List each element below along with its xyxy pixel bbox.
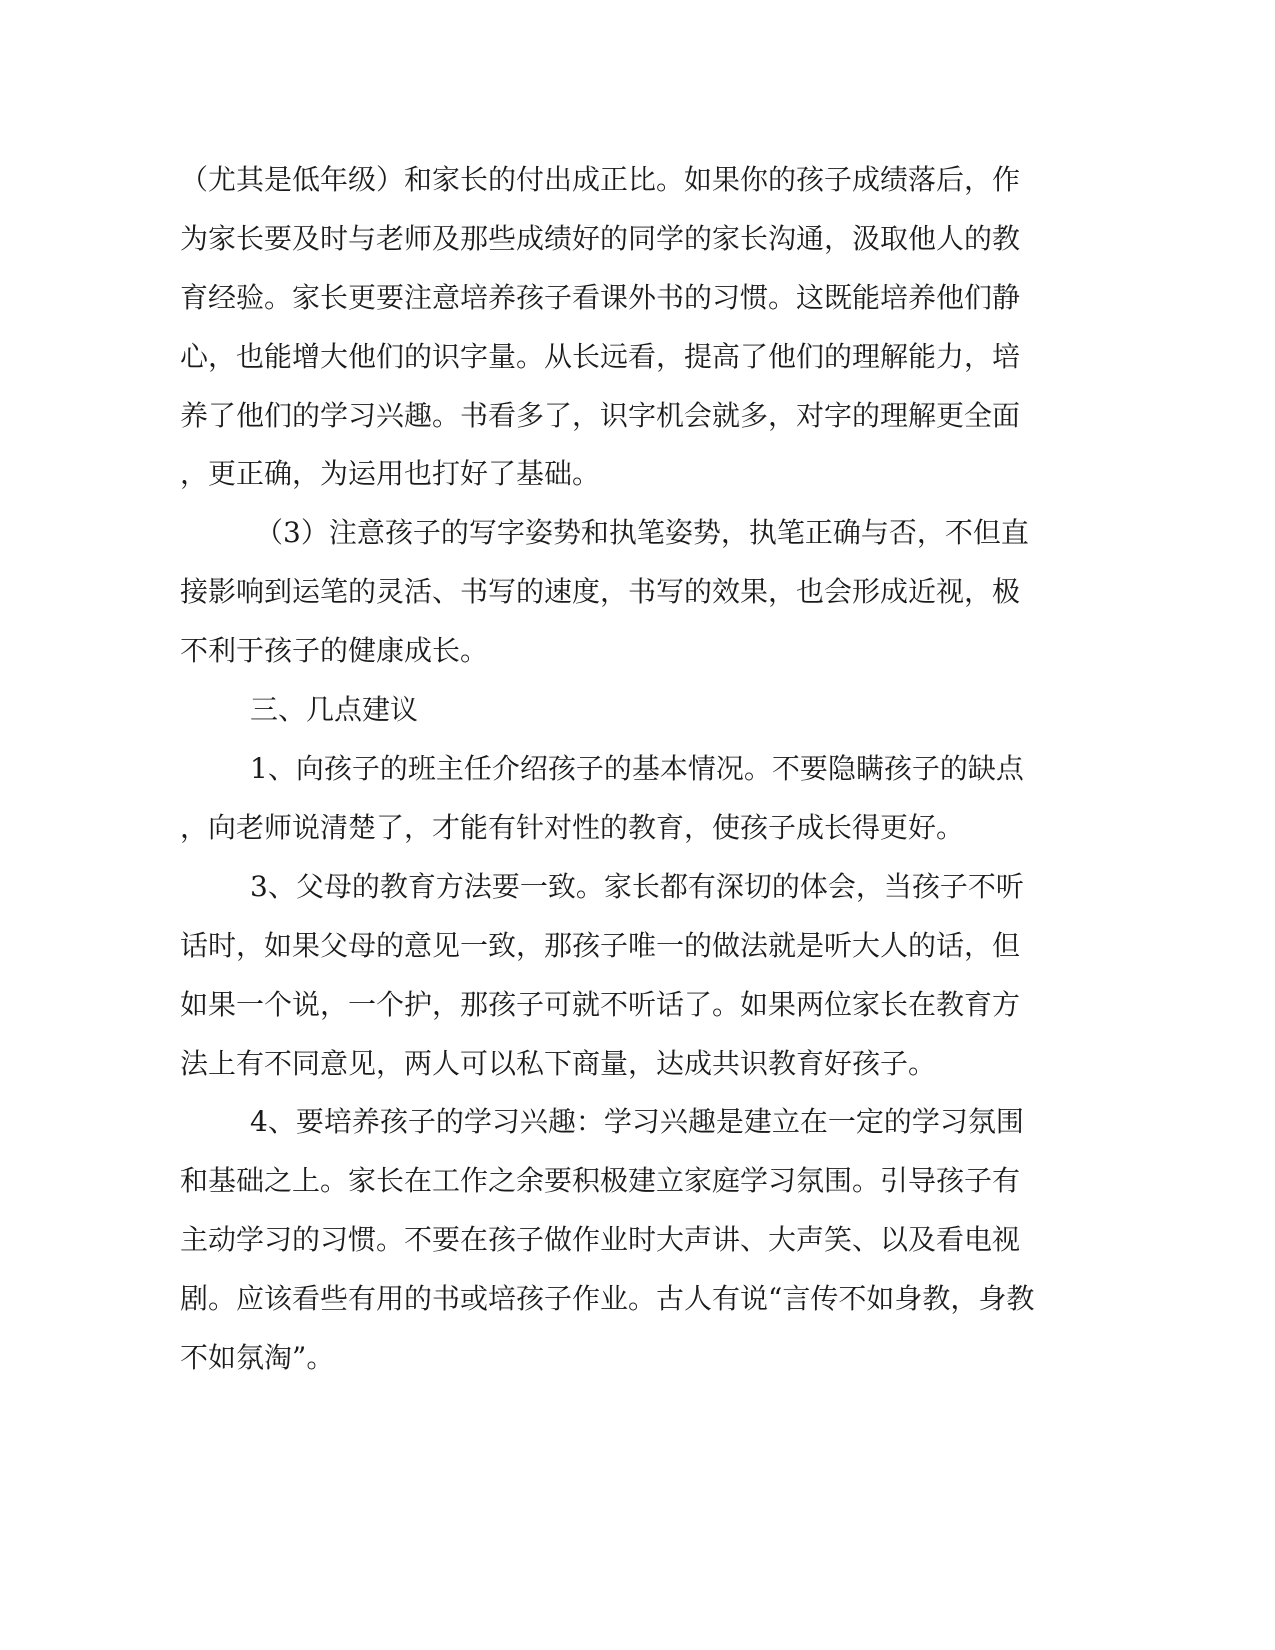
text-line: 1、向孩子的班主任介绍孩子的基本情况。不要隐瞒孩子的缺点	[250, 752, 1024, 785]
text-line: 和基础之上。家长在工作之余要积极建立家庭学习氛围。引导孩子有	[180, 1164, 1021, 1197]
text-line: 不利于孩子的健康成长。	[180, 634, 489, 667]
text-line: 接影响到运笔的灵活、书写的速度，书写的效果，也会形成近视，极	[180, 575, 1021, 608]
text-line: ，更正确，为运用也打好了基础。	[180, 457, 601, 490]
text-line: 养了他们的学习兴趣。书看多了，识字机会就多，对字的理解更全面	[180, 399, 1021, 432]
text-line: ，向老师说清楚了，才能有针对性的教育，使孩子成长得更好。	[180, 811, 965, 844]
text-line: 心，也能增大他们的识字量。从长远看，提高了他们的理解能力，培	[180, 340, 1021, 373]
text-line: （尤其是低年级）和家长的付出成正比。如果你的孩子成绩落后，作	[180, 163, 1021, 196]
text-line: 为家长要及时与老师及那些成绩好的同学的家长沟通，汲取他人的教	[180, 222, 1021, 255]
text-line: 3、父母的教育方法要一致。家长都有深切的体会，当孩子不听	[250, 870, 1024, 903]
text-line: （3）注意孩子的写字姿势和执笔姿势，执笔正确与否，不但直	[255, 516, 1029, 549]
text-line: 剧。应该看些有用的书或培孩子作业。古人有说“言传不如身教，身教	[180, 1282, 1035, 1315]
section-heading: 三、几点建议	[250, 693, 419, 726]
text-line: 法上有不同意见，两人可以私下商量，达成共识教育好孩子。	[180, 1047, 937, 1080]
text-line: 主动学习的习惯。不要在孩子做作业时大声讲、大声笑、以及看电视	[180, 1223, 1021, 1256]
text-line: 4、要培养孩子的学习兴趣：学习兴趣是建立在一定的学习氛围	[250, 1105, 1024, 1138]
text-line: 育经验。家长更要注意培养孩子看课外书的习惯。这既能培养他们静	[180, 281, 1021, 314]
text-line: 话时，如果父母的意见一致，那孩子唯一的做法就是听大人的话，但	[180, 929, 1021, 962]
text-line: 如果一个说，一个护，那孩子可就不听话了。如果两位家长在教育方	[180, 988, 1021, 1021]
text-line: 不如氛淘”。	[180, 1341, 335, 1374]
